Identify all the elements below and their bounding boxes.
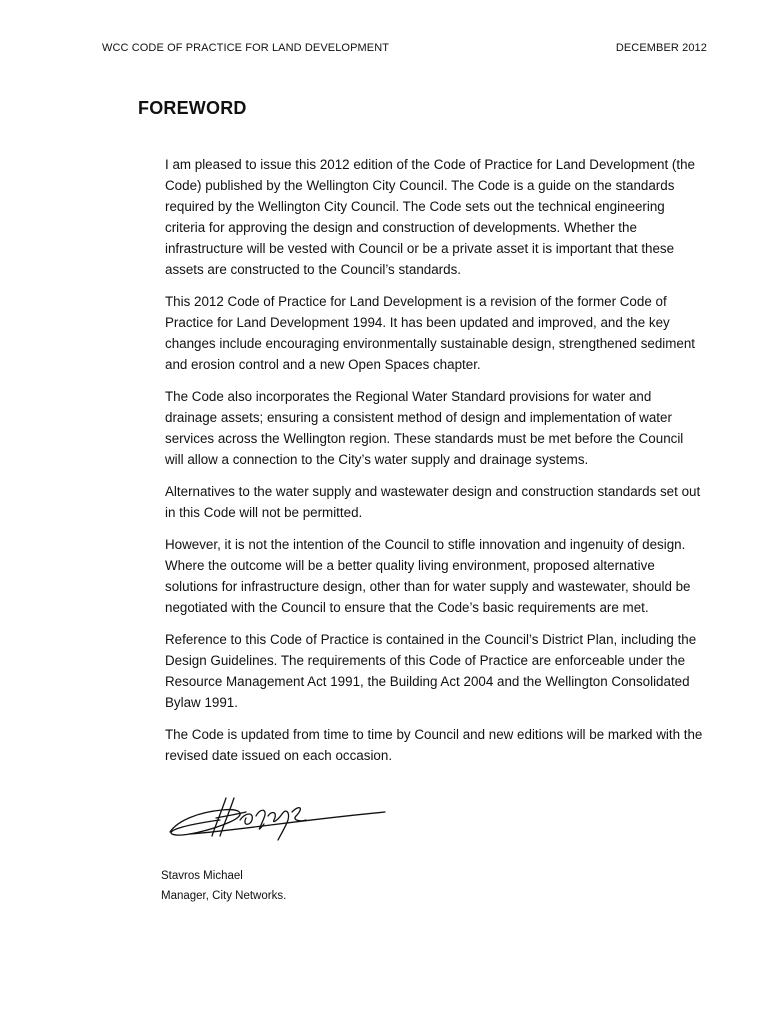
page-title: FOREWORD <box>138 98 247 118</box>
signature-image <box>160 790 390 850</box>
header-document-title: WCC CODE OF PRACTICE FOR LAND DEVELOPMENT <box>102 42 390 54</box>
paragraph: The Code also incorporates the Regional Water Standard provisions for water and drainage assets; ensuring a consistent method of design and implementation of water services across the Wellington region. These standards must be met before the Council will allow a connection to the City’s water supply and drainage systems. <box>165 389 684 467</box>
signatory-name: Stavros Michael <box>161 870 243 882</box>
signatory-role: Manager, City Networks. <box>161 890 287 902</box>
paragraph: Alternatives to the water supply and wastewater design and construction standards set out in this Code will not be permitted. <box>165 484 701 520</box>
paragraph: I am pleased to issue this 2012 edition of the Code of Practice for Land Development (the Code) published by the Wellington City Council. The Code is a guide on the standards required by the Wellington City Council. The Code sets out the technical engineering criteria for approving the design and construction of developments. Whether the infrastructure will be vested with Council or be a private asset it is important that these assets are constructed to the Council’s standards. <box>165 157 695 277</box>
paragraph: However, it is not the intention of the Council to stifle innovation and ingenuity of design. Where the outcome will be a better quality living environment, proposed alternative solutions for infrastructure design, other than for water supply and wastewater, should be negotiated with the Council to ensure that the Code’s basic requirements are met. <box>165 537 691 615</box>
header-date: DECEMBER 2012 <box>615 42 707 54</box>
signatory-block <box>161 866 286 906</box>
paragraph: This 2012 Code of Practice for Land Development is a revision of the former Code of Practice for Land Development 1994. It has been updated and improved, and the key changes include encouraging environmentally sustainable design, strengthened sediment and erosion control and a new Open Spaces chapter. <box>165 294 696 372</box>
paragraph: Reference to this Code of Practice is contained in the Council’s District Plan, including the Design Guidelines. The requirements of this Code of Practice are enforceable under the Resource Management Act 1991, the Building Act 2004 and the Wellington Consolidated Bylaw 1991. <box>165 632 697 710</box>
foreword-body <box>165 154 705 777</box>
paragraph: The Code is updated from time to time by Council and new editions will be marked with the revised date issued on each occasion. <box>165 727 703 763</box>
